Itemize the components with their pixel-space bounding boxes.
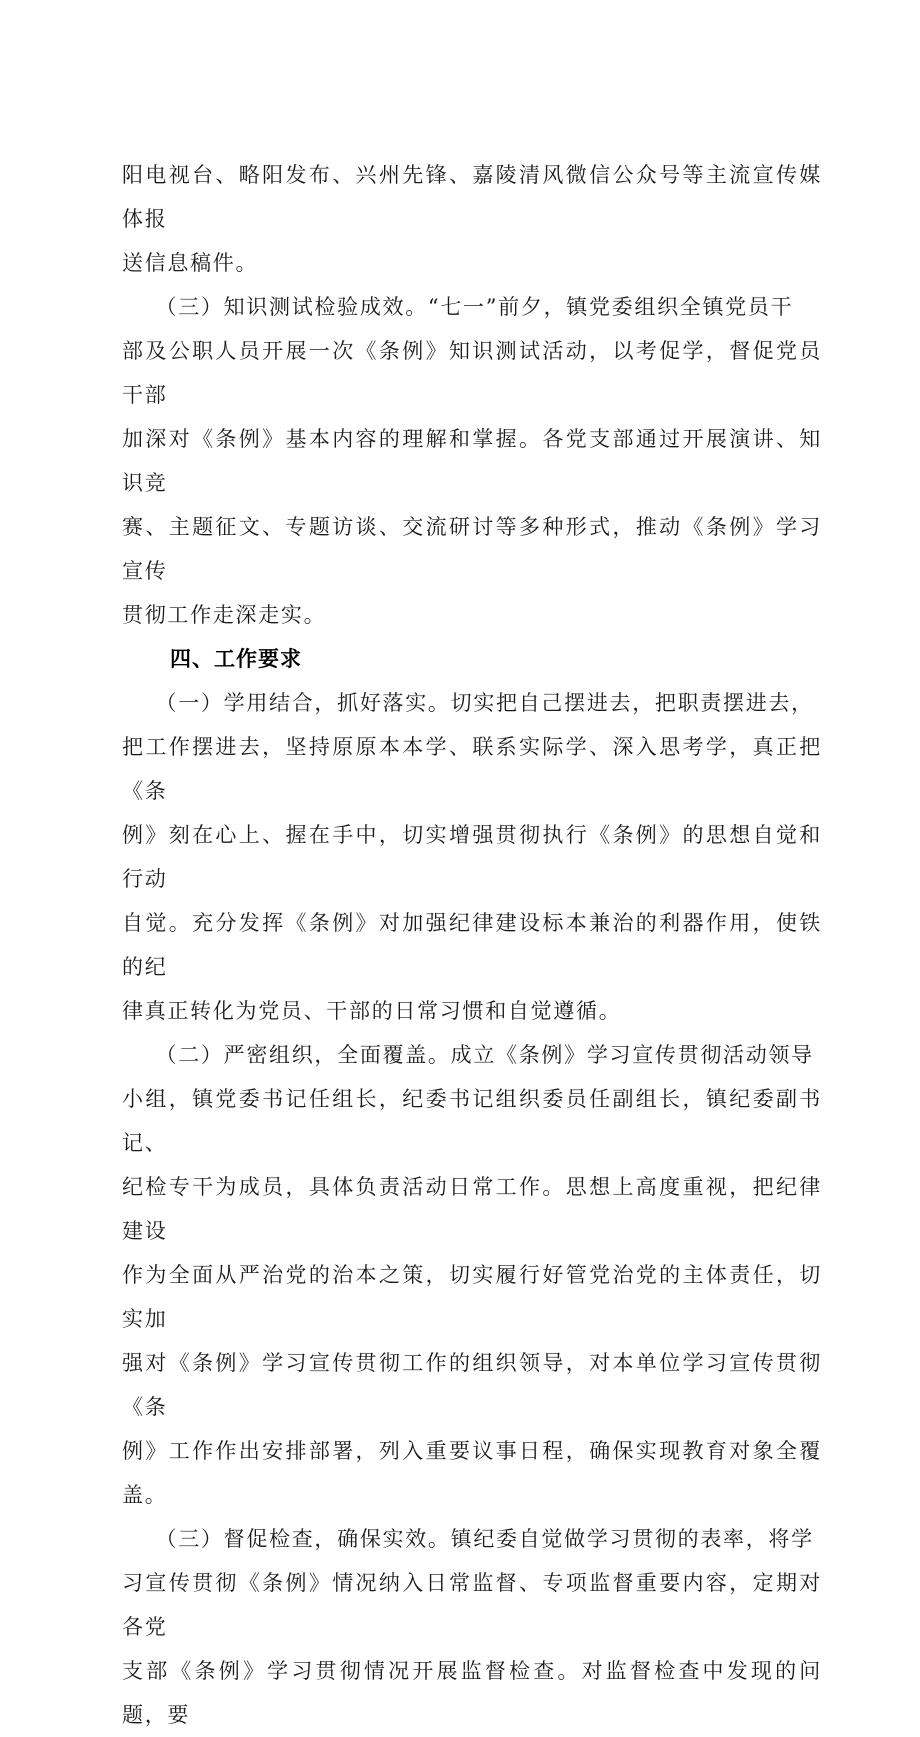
text-line: 例》工作作出安排部署，列入重要议事日程，确保实现教育对象全覆盖。 bbox=[122, 1439, 822, 1507]
section-heading-requirements bbox=[122, 637, 822, 681]
text-line: 赛、主题征文、专题访谈、交流研讨等多种形式，推动《条例》学习宣传 bbox=[122, 515, 822, 583]
text-line: 律真正转化为党员、干部的日常习惯和自觉遵循。 bbox=[122, 999, 622, 1023]
text-line: 强对《条例》学习宣传贯彻工作的组织领导，对本单位学习宣传贯彻《条 bbox=[122, 1351, 822, 1419]
paragraph-supervise bbox=[122, 1517, 822, 1737]
text-line: 部及公职人员开展一次《条例》知识测试活动，以考促学，督促党员干部 bbox=[122, 339, 822, 407]
text-line: 阳电视台、略阳发布、兴州先锋、嘉陵清风微信公众号等主流宣传媒体报 bbox=[122, 163, 822, 231]
text-line: 把工作摆进去，坚持原原本本学、联系实际学、深入思考学，真正把《条 bbox=[122, 735, 822, 803]
document-body bbox=[122, 153, 822, 1737]
text-line: （一）学用结合，抓好落实。切实把自己摆进去，把职责摆进去， bbox=[122, 691, 814, 715]
text-line: 作为全面从严治党的治本之策，切实履行好管党治党的主体责任，切实加 bbox=[122, 1263, 822, 1331]
paragraph-organize bbox=[122, 1033, 822, 1517]
text-line: 习宣传贯彻《条例》情况纳入日常监督、专项监督重要内容，定期对各党 bbox=[122, 1571, 822, 1639]
text-line: 支部《条例》学习贯彻情况开展监督检查。对监督检查中发现的问题，要 bbox=[122, 1659, 822, 1727]
text-line: 贯彻工作走深走实。 bbox=[122, 603, 327, 627]
text-line: 自觉。充分发挥《条例》对加强纪律建设标本兼治的利器作用，使铁的纪 bbox=[122, 911, 822, 979]
text-line: （三）督促检查，确保实效。镇纪委自觉做学习贯彻的表率，将学 bbox=[122, 1527, 814, 1551]
text-line: 例》刻在心上、握在手中，切实增强贯彻执行《条例》的思想自觉和行动 bbox=[122, 823, 822, 891]
text-line: 加深对《条例》基本内容的理解和掌握。各党支部通过开展演讲、知识竞 bbox=[122, 427, 822, 495]
text-line: 送信息稿件。 bbox=[122, 251, 259, 275]
paragraph-continuation bbox=[122, 153, 822, 285]
text-line: 纪检专干为成员，具体负责活动日常工作。思想上高度重视，把纪律建设 bbox=[122, 1175, 822, 1243]
heading-text: 四、工作要求 bbox=[170, 647, 302, 671]
text-line: （二）严密组织，全面覆盖。成立《条例》学习宣传贯彻活动领导 bbox=[122, 1043, 814, 1067]
paragraph-knowledge-test bbox=[122, 285, 822, 637]
text-line: （三）知识测试检验成效。“七一”前夕，镇党委组织全镇党员干 bbox=[122, 295, 794, 319]
text-line: 小组，镇党委书记任组长，纪委书记组织委员任副组长，镇纪委副书记、 bbox=[122, 1087, 822, 1155]
paragraph-combine bbox=[122, 681, 822, 1033]
